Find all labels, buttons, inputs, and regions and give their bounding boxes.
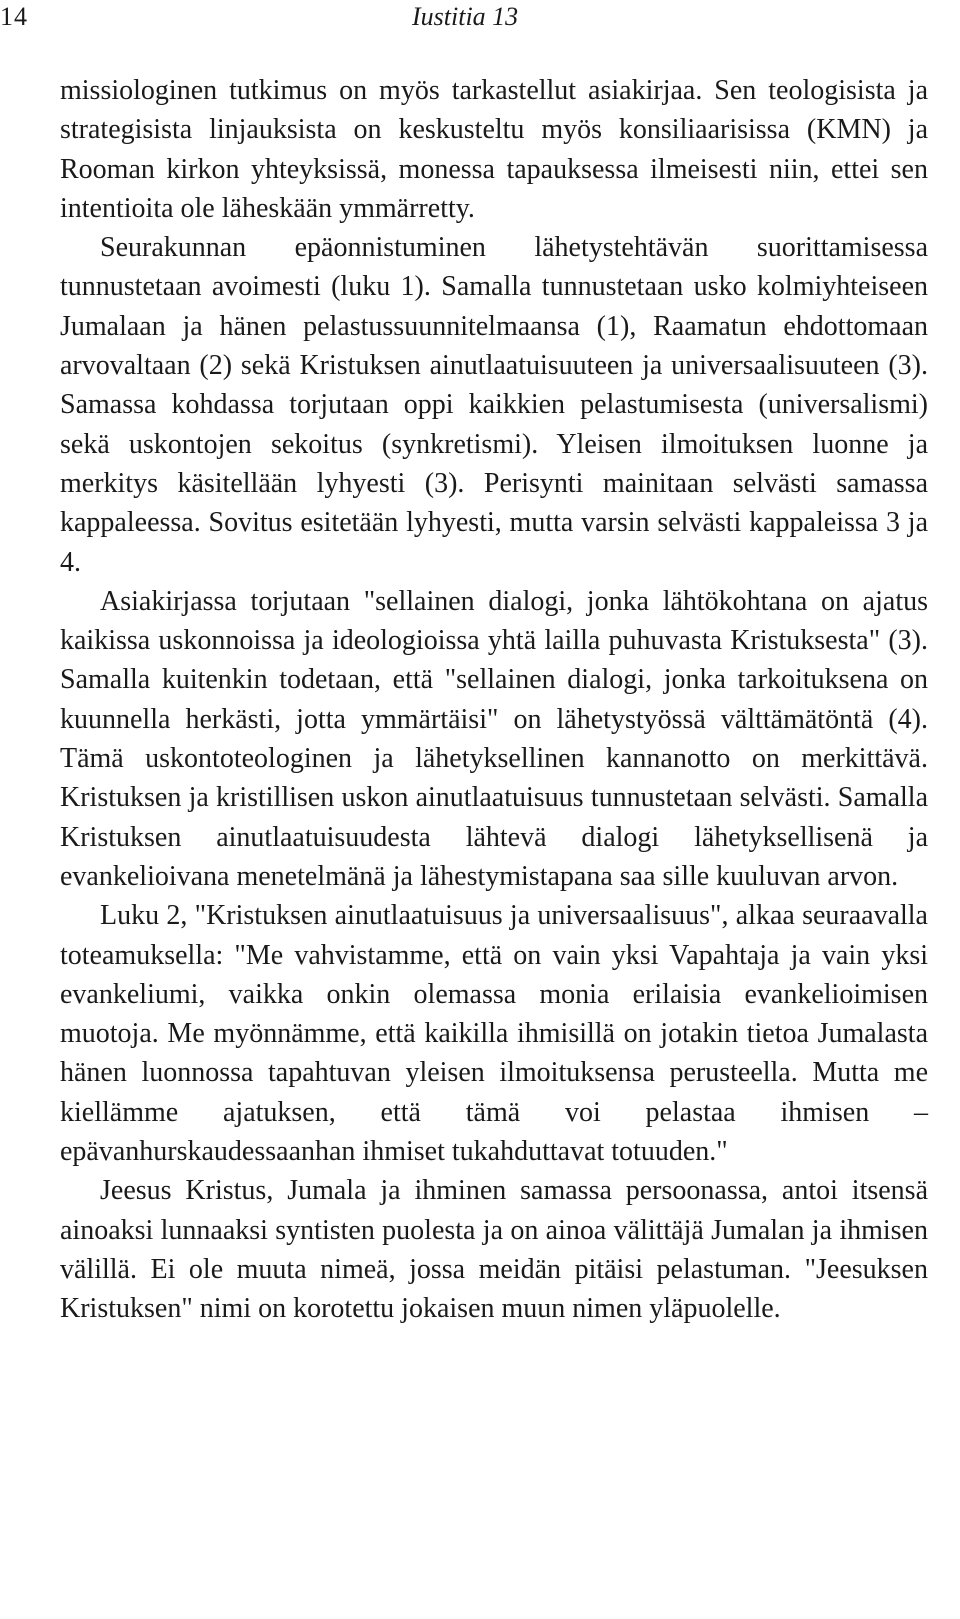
page-header — [0, 0, 960, 40]
paragraph: Jeesus Kristus, Jumala ja ihminen samassa persoonassa, antoi itsensä ainoaksi lunnaaksi syntisten puolesta ja on ainoa välittäjä Jumalan ja ihmisen välillä. Ei ole muuta nimeä, jossa meidän pitäisi pelastuman. "Jeesuksen Kristuksen" nimi on korotettu jokaisen muun nimen yläpuolelle. — [60, 1175, 928, 1325]
paragraph: Seurakunnan epäonnistuminen lähetystehtävän suorittamisessa tunnustetaan avoimesti (luku 1). Samalla tunnustetaan usko kolmiyhteiseen Jumalaan ja hänen pelastussuunnitelmaansa (1), Raamatun ehdottomaan arvovaltaan (2) sekä Kristuksen ainutlaatuisuuteen ja universaalisuuteen (3). Samassa kohdassa torjutaan oppi kaikkien pelastumisesta (universalismi) sekä uskontojen sekoitus (synkretismi). Yleisen ilmoituksen luonne ja merkitys käsitellään lyhyesti (3). Perisynti mainitaan selvästi samassa kappaleessa. Sovitus esitetään lyhyesti, mutta varsin selvästi kappaleissa 3 ja 4. — [60, 232, 928, 578]
paragraph: Asiakirjassa torjutaan "sellainen dialogi, jonka lähtökohtana on ajatus kaikissa uskonnoissa ja ideologioissa yhtä lailla puhuvasta Kristuksesta" (3). Samalla kuitenkin todetaan, että "sellainen dialogi, jonka tarkoituksena on kuunnella herkästi, jotta ymmärtäisi" on lähetystyössä välttämätöntä (4). Tämä uskontoteologinen ja lähetyksellinen kannanotto on merkittävä. Kristuksen ja kristillisen uskon ainutlaatuisuus tunnustetaan selvästi. Samalla Kristuksen ainutlaatuisuudesta lähtevä dialogi lähetyksellisenä ja evankelioivana menetelmänä ja lähestymistapana saa sille kuuluvan arvon. — [60, 585, 928, 892]
paragraph: missiologinen tutkimus on myös tarkastellut asiakirjaa. Sen teologisista ja strategisista linjauksista on keskusteltu myös konsiliaarisissa (KMN) ja Rooman kirkon yhteyksissä, monessa tapauksessa ilmeisesti niin, ettei sen intentioita ole läheskään ymmärretty. — [60, 75, 928, 224]
body-text — [60, 71, 928, 1329]
page-number: 14 — [0, 2, 28, 31]
paragraph: Luku 2, "Kristuksen ainutlaatuisuus ja universaalisuus", alkaa seuraavalla toteamuksella: "Me vahvistamme, että on vain yksi Vapahtaja ja vain yksi evankeliumi, vaikka onkin olemassa monia erilaisia evankelioimisen muotoja. Me myönnämme, että kaikilla ihmisillä on jotakin tietoa Jumalasta hänen luonnossa tapahtuvan yleisen ilmoituksensa perusteella. Mutta me kiellämme ajatuksen, että tämä voi pelastaa ihmisen – epävanhurskaudessaanhan ihmiset tukahduttavat totuuden." — [60, 900, 928, 1168]
running-title: Iustitia 13 — [412, 2, 519, 31]
